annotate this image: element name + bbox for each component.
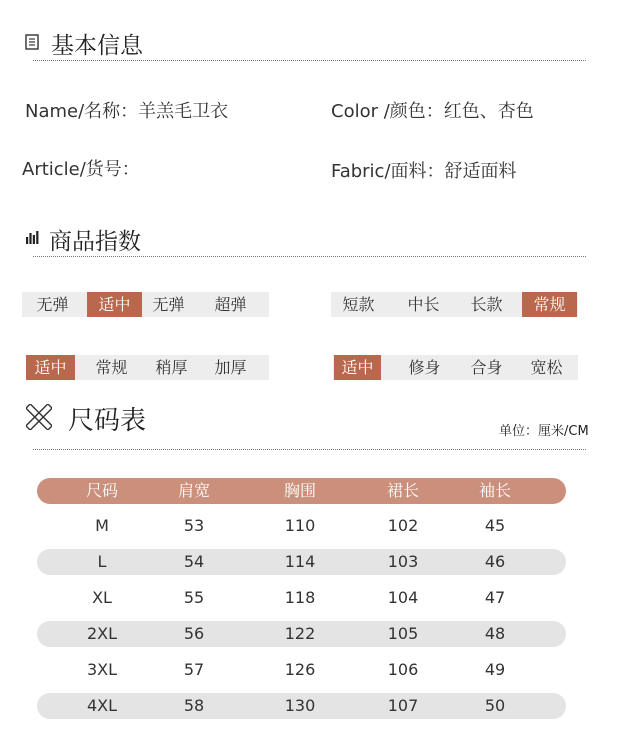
measure-cell: 胸围 <box>283 481 316 500</box>
measure-cell: 104 <box>387 588 419 607</box>
ruler-icon <box>26 404 52 430</box>
size-cell: 尺码 <box>85 481 118 500</box>
measure-cell: 48 <box>484 624 506 643</box>
scale-option: 长款 <box>470 295 503 314</box>
scale-option: 稍厚 <box>155 358 188 377</box>
measure-cell: 54 <box>183 552 205 571</box>
measure-cell: 47 <box>484 588 506 607</box>
measure-cell: 49 <box>484 660 506 679</box>
product-index-title: 商品指数 <box>49 229 141 255</box>
table-header-row <box>37 478 566 504</box>
size-cell: 2XL <box>86 624 118 643</box>
measure-cell: 45 <box>484 516 506 535</box>
product-name: Name/名称：羊羔毛卫衣 <box>25 101 229 122</box>
measure-cell: 122 <box>284 624 316 643</box>
scale-option: 合身 <box>470 358 503 377</box>
measure-cell: 58 <box>183 696 205 715</box>
scale-option: 适中 <box>26 355 75 380</box>
size-cell: 3XL <box>86 660 118 679</box>
scale-option: 超弹 <box>214 295 247 314</box>
measure-cell: 53 <box>183 516 205 535</box>
scale-option: 适中 <box>87 292 142 317</box>
scale-option: 常规 <box>522 292 577 317</box>
unit-label: 单位：厘米/CM <box>499 424 589 439</box>
table-row <box>37 513 566 539</box>
table-row <box>37 585 566 611</box>
table-row <box>37 657 566 683</box>
bar-chart-icon <box>25 230 39 244</box>
scale-option: 修身 <box>408 358 441 377</box>
size-cell: L <box>97 552 107 571</box>
basic-info-title: 基本信息 <box>51 33 143 59</box>
scale-option: 无弹 <box>36 295 69 314</box>
document-icon <box>25 34 39 50</box>
divider <box>33 256 586 257</box>
size-cell: 4XL <box>86 696 118 715</box>
measure-cell: 126 <box>284 660 316 679</box>
table-row <box>37 549 566 575</box>
product-color: Color /颜色：红色、杏色 <box>331 101 534 122</box>
measure-cell: 57 <box>183 660 205 679</box>
table-row <box>37 693 566 719</box>
measure-cell: 107 <box>387 696 419 715</box>
measure-cell: 55 <box>183 588 205 607</box>
measure-cell: 102 <box>387 516 419 535</box>
measure-cell: 103 <box>387 552 419 571</box>
measure-cell: 裙长 <box>386 481 419 500</box>
scale-option: 无弹 <box>152 295 185 314</box>
measure-cell: 袖长 <box>478 481 511 500</box>
scale-option: 中长 <box>407 295 440 314</box>
elasticity-scale <box>22 292 269 317</box>
measure-cell: 114 <box>284 552 316 571</box>
scale-option: 加厚 <box>214 358 247 377</box>
length-scale <box>331 292 578 317</box>
size-cell: XL <box>92 588 112 607</box>
measure-cell: 56 <box>183 624 205 643</box>
fit-scale <box>333 355 578 380</box>
measure-cell: 106 <box>387 660 419 679</box>
size-chart-title: 尺码表 <box>68 406 147 436</box>
measure-cell: 46 <box>484 552 506 571</box>
scale-option: 宽松 <box>530 358 563 377</box>
scale-option: 常规 <box>95 358 128 377</box>
measure-cell: 110 <box>284 516 316 535</box>
table-row <box>37 621 566 647</box>
product-article: Article/货号： <box>22 159 140 180</box>
measure-cell: 肩宽 <box>177 481 210 500</box>
measure-cell: 105 <box>387 624 419 643</box>
measure-cell: 50 <box>484 696 506 715</box>
product-fabric: Fabric/面料：舒适面料 <box>331 161 517 182</box>
size-cell: M <box>95 516 109 535</box>
divider <box>33 449 586 450</box>
scale-option: 适中 <box>334 355 381 380</box>
divider <box>33 60 586 61</box>
measure-cell: 118 <box>284 588 316 607</box>
measure-cell: 130 <box>284 696 316 715</box>
thickness-scale <box>26 355 269 380</box>
scale-option: 短款 <box>342 295 375 314</box>
